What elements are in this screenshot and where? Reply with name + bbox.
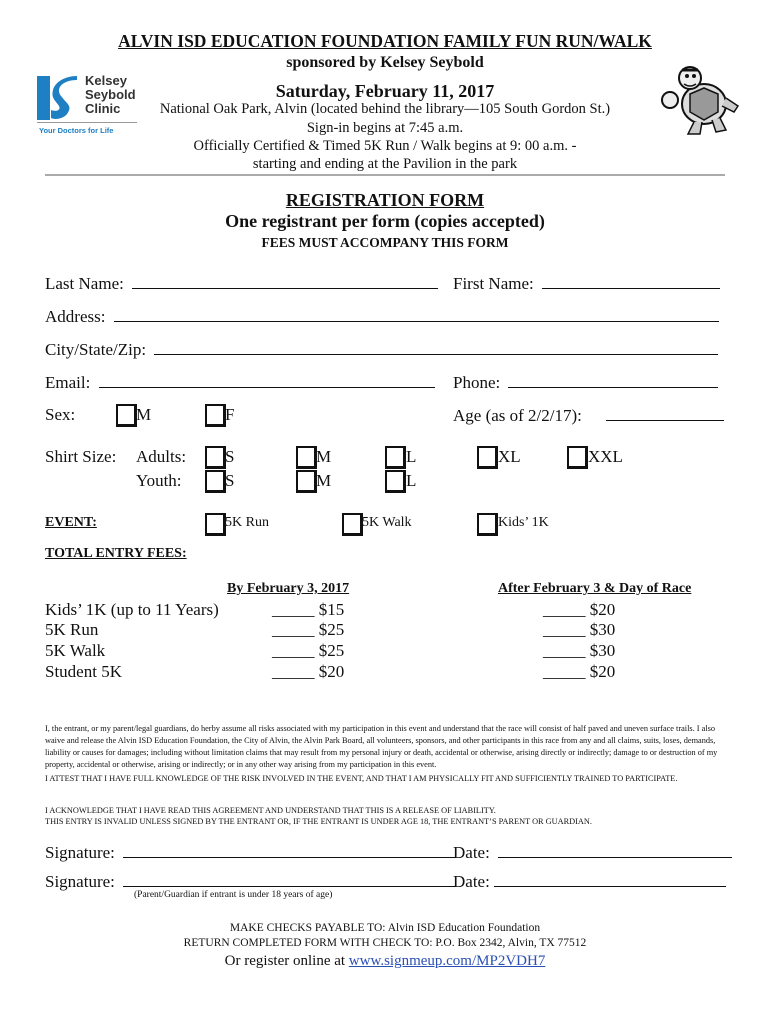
guardian-date-field[interactable] (453, 871, 726, 892)
sex-label: Sex: (45, 405, 76, 424)
signature-field[interactable] (45, 842, 455, 863)
fee-row-late: _____ $20 (543, 662, 616, 681)
phone-label: Phone: (453, 373, 501, 392)
email-line[interactable] (99, 372, 435, 388)
sponsor-line: sponsored by Kelsey Seybold (286, 54, 484, 71)
sex-m-label: M (136, 405, 152, 424)
event-5k-walk-checkbox[interactable] (342, 513, 363, 536)
registration-form-title: REGISTRATION FORM (285, 190, 485, 210)
fee-row-early: _____ $20 (272, 662, 345, 681)
age-label: Age (as of 2/2/17): (453, 406, 582, 425)
age-field[interactable] (453, 405, 724, 426)
sex-f-checkbox[interactable] (205, 404, 226, 427)
location-line: National Oak Park, Alvin (located behind the library—105 South Gordon St.) (159, 101, 611, 117)
last-name-line[interactable] (132, 273, 438, 289)
kelsey-seybold-logo: Kelsey Seybold Clinic Your Doctors for Life (39, 73, 136, 135)
header-divider (45, 174, 725, 176)
fees-late-header: After February 3 & Day of Race (498, 581, 692, 596)
youth-m-label: M (316, 471, 332, 490)
address-line[interactable] (114, 306, 719, 322)
fees-early-header: By February 3, 2017 (227, 581, 350, 596)
adult-xl-checkbox[interactable] (477, 446, 498, 469)
adult-xxl-checkbox[interactable] (567, 446, 588, 469)
date-field[interactable] (453, 842, 732, 863)
youth-m-checkbox[interactable] (296, 470, 317, 493)
youth-l-label: L (406, 471, 417, 490)
attest-paragraph: I ATTEST THAT I HAVE FULL KNOWLEDGE OF THE RISK INVOLVED IN THE EVENT, AND THAT I AM PHYSICALLY FIT AND SUFFICIENTLY TRAINED TO PARTICIPATE. (45, 774, 678, 783)
last-name-field[interactable] (45, 273, 438, 294)
signature-line[interactable] (123, 842, 455, 858)
first-name-line[interactable] (542, 273, 720, 289)
registration-subtitle: One registrant per form (copies accepted) (225, 211, 545, 231)
logo-mark-icon (37, 76, 79, 120)
turtle-mascot-icon (660, 64, 742, 136)
sex-m-checkbox[interactable] (116, 404, 137, 427)
fee-row-early: _____ $25 (272, 641, 345, 660)
address-label: Address: (45, 307, 106, 326)
fees-note: FEES MUST ACCOMPANY THIS FORM (261, 235, 509, 250)
waiver-paragraph: I, the entrant, or my parent/legal guardians, do herby assume all risks associated with my participation in this event and understand that the race will consist of half paved and uneven surface trails. I also waive and release the Alvin ISD Education Foundation, the City of Alvin, the Alvin Park Board, all volunteers, sponsors, and other participants in this race from any and all claims, suits, loses, demands, liability or causes for damages; including without limitation claims that may result from my personal injury or death, accidental or otherwise, arising directly or indirectly; damage to or destruction of my property, accidental or otherwise, arising or indirectly; or in any other way arising from my participation in this event. (45, 724, 718, 769)
fee-row-name: Student 5K (45, 662, 122, 681)
adult-xl-label: XL (498, 447, 521, 466)
fee-row-name: 5K Run (45, 620, 99, 639)
youth-label: Youth: (136, 471, 182, 490)
register-online-line (0, 953, 770, 970)
pavilion-line: starting and ending at the Pavilion in the park (252, 156, 518, 172)
address-field[interactable] (45, 306, 719, 327)
guardian-date-line[interactable] (494, 871, 726, 887)
fee-row-early: _____ $25 (272, 620, 345, 639)
acknowledge-paragraph: I ACKNOWLEDGE THAT I HAVE READ THIS AGREEMENT AND UNDERSTAND THAT THIS IS A RELEASE OF LIABILITY. (45, 806, 496, 815)
fee-row-name: 5K Walk (45, 641, 106, 660)
total-entry-fees-label: TOTAL ENTRY FEES: (45, 546, 187, 561)
event-label: EVENT: (45, 515, 97, 530)
guardian-signature-line[interactable] (123, 871, 455, 887)
age-line[interactable] (606, 405, 724, 421)
city-field[interactable] (45, 339, 718, 360)
fee-row-early: _____ $15 (272, 600, 345, 619)
youth-s-checkbox[interactable] (205, 470, 226, 493)
certified-line: Officially Certified & Timed 5K Run / Walk begins at 9: 00 a.m. - (193, 138, 577, 154)
logo-tagline: Your Doctors for Life (39, 126, 114, 135)
adult-l-checkbox[interactable] (385, 446, 406, 469)
make-checks-line: MAKE CHECKS PAYABLE TO: Alvin ISD Education Foundation (229, 922, 541, 934)
adult-xxl-label: XXL (588, 447, 623, 466)
parent-guardian-note: (Parent/Guardian if entrant is under 18 years of age) (134, 890, 333, 900)
signup-link[interactable]: www.signmeup.com/MP2VDH7 (348, 953, 546, 969)
event-kids-1k-label: Kids’ 1K (498, 515, 549, 530)
date-line[interactable] (498, 842, 732, 858)
adult-l-label: L (406, 447, 417, 466)
fee-row-name: Kids’ 1K (up to 11 Years) (45, 600, 219, 619)
youth-s-label: S (225, 471, 235, 490)
city-line[interactable] (154, 339, 718, 355)
guardian-date-label: Date: (453, 872, 490, 891)
adult-m-label: M (316, 447, 332, 466)
event-5k-walk-label: 5K Walk (362, 515, 412, 530)
event-kids-1k-checkbox[interactable] (477, 513, 498, 536)
signin-line: Sign-in begins at 7:45 a.m. (306, 120, 464, 136)
last-name-label: Last Name: (45, 274, 124, 293)
event-5k-run-checkbox[interactable] (205, 513, 226, 536)
youth-l-checkbox[interactable] (385, 470, 406, 493)
register-online-text: Or register online at (224, 953, 346, 969)
return-form-line: RETURN COMPLETED FORM WITH CHECK TO: P.O. Box 2342, Alvin, TX 77512 (183, 937, 587, 949)
email-label: Email: (45, 373, 91, 392)
adult-m-checkbox[interactable] (296, 446, 317, 469)
first-name-label: First Name: (453, 274, 534, 293)
email-field[interactable] (45, 372, 435, 393)
adults-label: Adults: (136, 447, 187, 466)
fee-row-late: _____ $30 (543, 641, 616, 660)
date-label: Date: (453, 843, 490, 862)
phone-line[interactable] (508, 372, 718, 388)
event-date: Saturday, February 11, 2017 (275, 81, 495, 101)
adult-s-checkbox[interactable] (205, 446, 226, 469)
adult-s-label: S (225, 447, 235, 466)
shirt-size-label: Shirt Size: (45, 447, 117, 466)
phone-field[interactable] (453, 372, 718, 393)
city-label: City/State/Zip: (45, 340, 147, 359)
fee-row-late: _____ $20 (543, 600, 616, 619)
fee-row-late: _____ $30 (543, 620, 616, 639)
guardian-signature-field[interactable] (45, 871, 455, 892)
event-5k-run-label: 5K Run (225, 515, 269, 530)
event-title: ALVIN ISD EDUCATION FOUNDATION FAMILY FUN RUN/WALK (118, 31, 652, 51)
invalid-entry-paragraph: THIS ENTRY IS INVALID UNLESS SIGNED BY THE ENTRANT OR, IF THE ENTRANT IS UNDER AGE 18, THE ENTRANT’S PARENT OR GUARDIAN. (45, 817, 592, 826)
sex-f-label: F (225, 405, 235, 424)
first-name-field[interactable] (453, 273, 720, 294)
signature-label: Signature: (45, 843, 115, 862)
guardian-signature-label: Signature: (45, 872, 115, 891)
